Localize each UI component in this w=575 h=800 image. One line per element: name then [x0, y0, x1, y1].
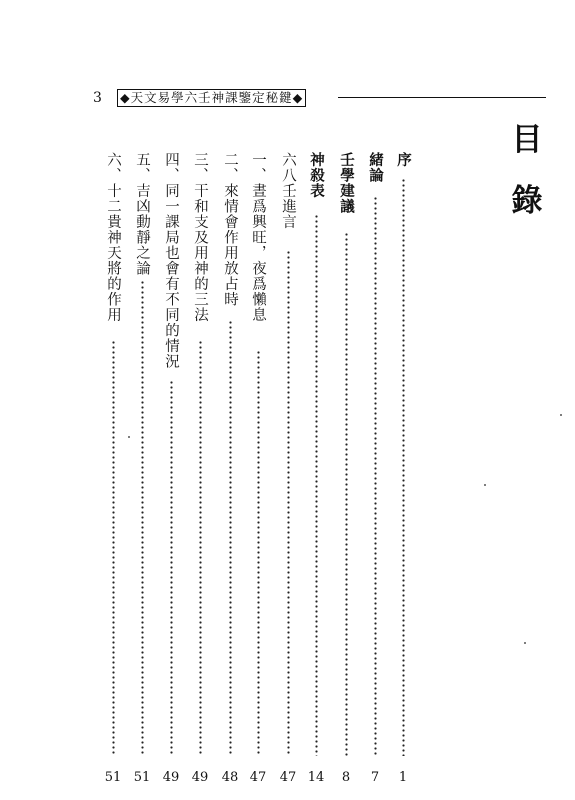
toc-entry-page: 1: [398, 770, 408, 785]
dot-leader: [257, 350, 260, 756]
toc-entry-page: 49: [191, 770, 209, 785]
toc-entry-label: 神殺表: [308, 152, 324, 199]
toc-entry-shensha-table[interactable]: [306, 152, 326, 786]
toc-entry-label: 五、吉凶動靜之論: [134, 152, 150, 276]
dot-leader: [402, 178, 405, 756]
toc-entry-section-1[interactable]: [248, 152, 268, 786]
toc-entry-page: 47: [249, 770, 267, 785]
toc-entry-label: 二、來情會作用放占時: [222, 152, 238, 307]
toc-entry-label: 序: [395, 152, 411, 168]
toc-entry-page: 51: [133, 770, 151, 785]
toc-entry-label: 六八壬進言: [280, 152, 296, 230]
toc-entry-study-advice[interactable]: [336, 152, 356, 786]
dot-leader: [315, 214, 318, 756]
toc-entry-section-6[interactable]: [103, 152, 123, 786]
dot-leader: [374, 196, 377, 756]
toc-entry-label: 一、晝爲興旺，夜爲懶息: [250, 152, 266, 323]
toc-entry-label: 六、十二貴神天將的作用: [105, 152, 121, 323]
dot-leader: [345, 232, 348, 756]
toc-entry-page: 47: [279, 770, 297, 785]
toc-entry-label: 四、同一課局也會有不同的情況: [163, 152, 179, 369]
toc-entry-section-3[interactable]: [190, 152, 210, 786]
toc-entry-page: 51: [104, 770, 122, 785]
toc-entry-page: 14: [307, 770, 325, 785]
toc-title-char-2: 錄: [511, 183, 543, 219]
toc-entry-section-5[interactable]: [132, 152, 152, 786]
dot-leader: [112, 340, 115, 756]
scan-speck: [128, 436, 130, 438]
toc-entry-preface[interactable]: [393, 152, 413, 786]
toc-title-char-1: 目: [511, 122, 543, 158]
toc-entry-page: 8: [341, 770, 351, 785]
toc-entry-section-2[interactable]: [220, 152, 240, 786]
dot-leader: [199, 340, 202, 756]
toc-entry-section-4[interactable]: [161, 152, 181, 786]
header-rule: [338, 97, 546, 98]
page-number: 3: [93, 90, 102, 106]
toc-entry-label: 壬學建議: [338, 152, 354, 214]
scan-speck: [524, 642, 526, 644]
toc-entry-introduction[interactable]: [365, 152, 385, 786]
dot-leader: [287, 250, 290, 756]
toc-entry-page: 49: [162, 770, 180, 785]
toc-entry-page: 48: [221, 770, 239, 785]
dot-leader: [170, 380, 173, 756]
dot-leader: [141, 280, 144, 756]
toc-entry-label: 緒論: [367, 152, 383, 183]
scan-speck: [560, 414, 562, 416]
scan-speck: [484, 484, 486, 486]
toc-entry-chapter-six[interactable]: [278, 152, 298, 786]
toc-entry-page: 7: [370, 770, 380, 785]
dot-leader: [229, 320, 232, 756]
toc-entry-label: 三、干和支及用神的三法: [192, 152, 208, 323]
running-header-title: ◆天文易學六壬神課鑒定秘鍵◆: [117, 89, 306, 107]
